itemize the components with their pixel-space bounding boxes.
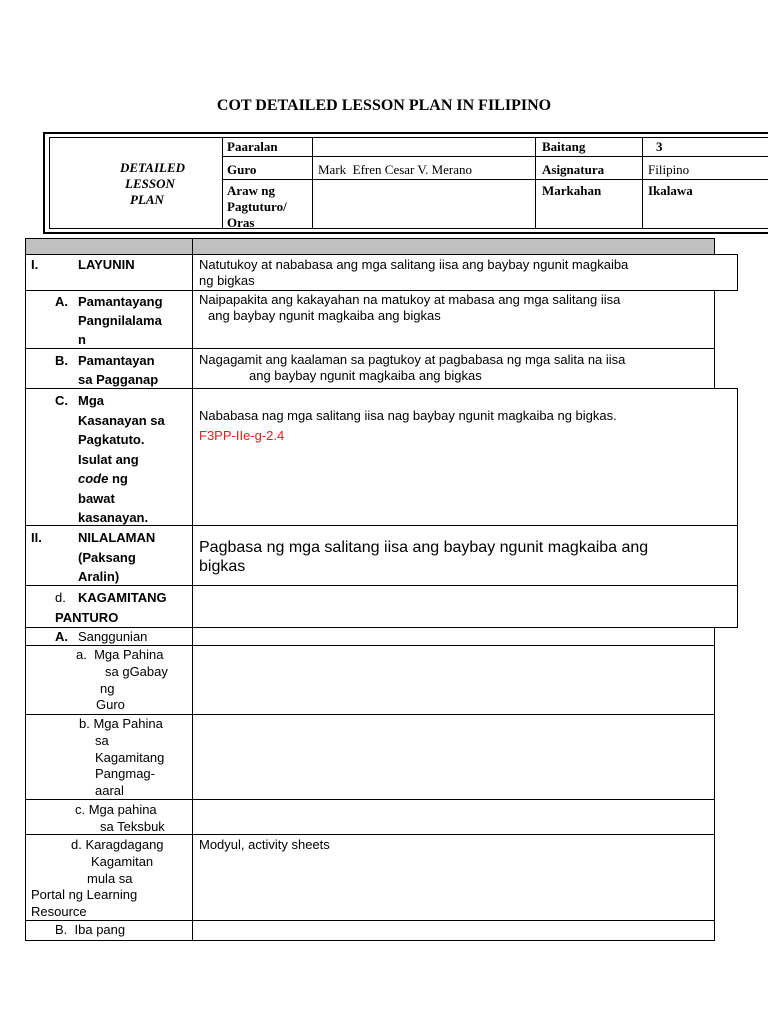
label-line: Pangmag-: [95, 766, 155, 782]
code-word: code: [78, 471, 109, 486]
paaralan-label: Paaralan: [227, 139, 278, 154]
kagamitang-label-line2: PANTURO: [55, 610, 119, 625]
label-line: b. Mga Pahina: [79, 716, 163, 731]
label-line: [78, 469, 165, 489]
araw-label: [227, 183, 287, 231]
pamantayang-pangnilalaman-number: A.: [55, 294, 68, 309]
label-line: (Paksang: [78, 549, 136, 565]
content-line: Pagbasa ng mga salitang iisa ang baybay ngunit magkaiba ang: [199, 539, 649, 556]
label-line: sa Pagganap: [78, 372, 159, 387]
araw-line: Oras: [227, 215, 255, 230]
kasanayan-label: [78, 391, 165, 528]
label-line: mula sa: [87, 870, 133, 886]
nilalaman-label: [78, 528, 155, 587]
content-line: Nababasa nag mga salitang iisa nag baybay ngunit magkaiba ng bigkas.: [199, 408, 617, 423]
kagamitang-label-line1: KAGAMITANG: [78, 590, 167, 605]
nilalaman-content: [199, 538, 648, 576]
araw-line: Pagtuturo/: [227, 199, 287, 214]
label-line: Kasanayan sa: [78, 412, 165, 428]
guro-value: Mark Efren Cesar V. Merano: [318, 162, 473, 177]
kagamitang-mag-aaral-label: [79, 716, 164, 800]
content-line: ang baybay ngunit magkaiba ang bigkas: [249, 368, 482, 383]
karagdagang-content: Modyul, activity sheets: [199, 837, 330, 852]
markahan-label: Markahan: [542, 183, 602, 198]
pamantayang-pangnilalaman-label: [78, 292, 163, 349]
label-line: Pamantayan: [78, 353, 155, 368]
competency-code: F3PP-IIe-g-2.4: [199, 428, 285, 443]
label-line: sa: [95, 732, 109, 748]
detailed-lesson-plan-label: [120, 160, 185, 208]
content-line: bigkas: [199, 558, 246, 575]
karagdagang-label: [31, 837, 164, 921]
label-line: n: [78, 332, 86, 347]
label-line: Pangnilalama: [78, 313, 162, 328]
content-line: Naipapakita ang kakayahan na matukoy at mabasa ang mga salitang iisa: [199, 292, 621, 307]
gabay-guro-label: [76, 647, 168, 714]
label-line: sa Teksbuk: [100, 818, 165, 834]
label-line: Isulat ang: [78, 451, 139, 467]
page-title: COT DETAILED LESSON PLAN IN FILIPINO: [216, 97, 552, 114]
pamantayan-pagganap-number: B.: [55, 353, 68, 368]
pamantayang-pangnilalaman-content: [199, 292, 620, 324]
layunin-number: I.: [31, 257, 39, 272]
label-line: bawat: [78, 490, 115, 506]
layunin-content: [199, 257, 628, 289]
label-line: Resource: [31, 904, 87, 920]
table-header-shading: [25, 239, 714, 254]
label-line: kasanayan.: [78, 510, 149, 525]
label-line: a. Mga Pahina: [76, 647, 164, 662]
kagamitang-number: d.: [55, 590, 66, 605]
label-line: Portal ng Learning: [31, 887, 138, 903]
content-line: Natutukoy at nababasa ang mga salitang iisa ang baybay ngunit magkaiba: [199, 257, 629, 272]
guro-label: Guro: [227, 162, 257, 177]
code-rest: ng: [108, 471, 128, 486]
content-line: Nagagamit ang kaalaman sa pagtukoy at pagbabasa ng mga salita na iisa: [199, 352, 626, 367]
label-line: LESSON: [125, 176, 175, 191]
label-line: d. Karagdagang: [71, 837, 164, 852]
label-line: Kagamitang: [95, 749, 165, 765]
label-line: Pamantayang: [78, 294, 163, 309]
markahan-value: Ikalawa: [648, 183, 693, 198]
araw-line: Araw ng: [227, 183, 276, 198]
pamantayan-pagganap-content: [199, 352, 625, 384]
label-line: Guro: [96, 697, 125, 713]
iba-pang-label: B. Iba pang: [55, 922, 126, 937]
label-line: aaral: [95, 783, 124, 799]
asignatura-label: Asignatura: [542, 162, 605, 177]
label-line: DETAILED: [120, 160, 186, 175]
asignatura-value: Filipino: [648, 162, 690, 177]
teksbuk-label: [75, 802, 165, 836]
layunin-label: LAYUNIN: [78, 257, 135, 272]
label-line: Pagkatuto.: [78, 432, 145, 447]
nilalaman-number: II.: [31, 530, 42, 545]
content-line: ng bigkas: [199, 273, 255, 288]
label-line: NILALAMAN: [78, 530, 156, 545]
label-line: Kagamitan: [91, 853, 154, 869]
kasanayan-content: [199, 406, 617, 446]
baitang-label: Baitang: [542, 139, 586, 154]
label-line: c. Mga pahina: [75, 802, 157, 817]
label-line: Aralin): [78, 569, 120, 584]
content-line: [199, 308, 620, 324]
content-line-text: ang baybay ngunit magkaiba ang bigkas: [208, 308, 441, 323]
baitang-value: 3: [656, 139, 663, 154]
sanggunian-label: Sanggunian: [78, 629, 148, 644]
kasanayan-number: C.: [55, 393, 68, 408]
label-line: sa gGabay: [105, 663, 168, 679]
label-line: PLAN: [130, 192, 164, 207]
sanggunian-number: A.: [55, 629, 68, 644]
pamantayan-pagganap-label: [78, 351, 158, 389]
label-line: Mga: [78, 393, 104, 408]
label-line: ng: [100, 680, 115, 696]
